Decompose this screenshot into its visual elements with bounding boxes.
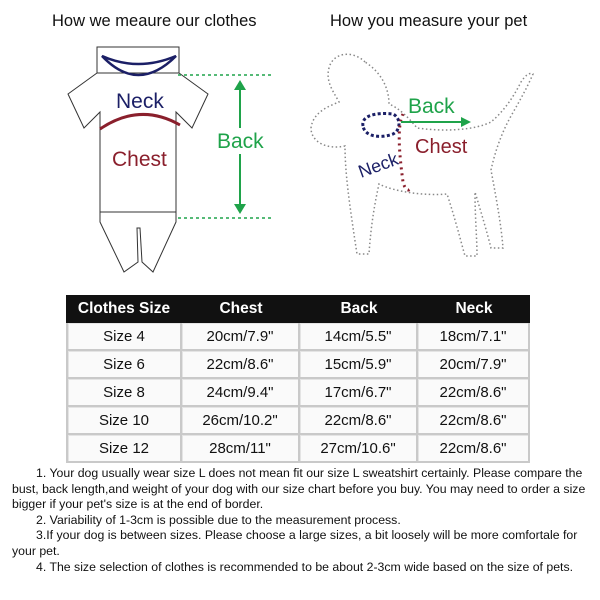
dog-chest-line: [399, 114, 411, 190]
size-cell: Size 10: [66, 407, 182, 435]
table-row: [66, 351, 530, 379]
dog-back-label: Back: [408, 95, 455, 118]
size-cell: Size 8: [66, 379, 182, 407]
back-arrow-down-head: [234, 204, 246, 214]
garment-legs: [100, 212, 176, 272]
garment-diagram: [60, 42, 280, 278]
column-header-size: Clothes Size: [66, 295, 182, 323]
size-chart-table: [66, 295, 530, 463]
size-cell: Size 6: [66, 351, 182, 379]
dog-diagram: [305, 42, 585, 272]
dog-neck-label: Neck: [355, 148, 401, 182]
note-item: 1. Your dog usually wear size L does not mean fit our size L sweatshirt certainly. Please compare the bust, back length,and weight of your dog with our size chart before you buy. You may need to order a size bigger if your pet's size is at the end of border.: [12, 466, 586, 512]
back-cell: 17cm/6.7": [300, 379, 418, 407]
note-item: 4. The size selection of clothes is recommended to be about 2-3cm wide based on the size of pets.: [36, 559, 574, 574]
back-cell: 27cm/10.6": [300, 435, 418, 463]
chest-cell: 28cm/11": [182, 435, 300, 463]
size-cell: Size 12: [66, 435, 182, 463]
back-cell: 15cm/5.9": [300, 351, 418, 379]
table-row: [66, 379, 530, 407]
neck-cell: 20cm/7.9": [418, 351, 530, 379]
garment-chest-label: Chest: [112, 148, 167, 171]
garment-chest-line: [100, 114, 180, 129]
back-arrow-up-head: [234, 80, 246, 90]
chest-cell: 26cm/10.2": [182, 407, 300, 435]
sizing-notes: [12, 466, 592, 575]
neck-cell: 22cm/8.6": [418, 379, 530, 407]
garment-neck-label: Neck: [116, 90, 164, 113]
table-header-row: [66, 295, 530, 323]
column-header-neck: Neck: [418, 295, 530, 323]
column-header-chest: Chest: [182, 295, 300, 323]
pet-measure-heading: How you measure your pet: [330, 12, 528, 30]
back-cell: 22cm/8.6": [300, 407, 418, 435]
garment-back-label: Back: [217, 130, 264, 153]
note-item: 2. Variability of 1-3cm is possible due to the measurement process.: [36, 512, 401, 527]
size-cell: Size 4: [66, 323, 182, 351]
back-cell: 14cm/5.5": [300, 323, 418, 351]
dog-chest-label: Chest: [415, 136, 468, 158]
column-header-back: Back: [300, 295, 418, 323]
chest-cell: 22cm/8.6": [182, 351, 300, 379]
dog-back-arrow-head: [461, 117, 471, 127]
chest-cell: 24cm/9.4": [182, 379, 300, 407]
garment-neck-line: [102, 56, 176, 75]
chest-cell: 20cm/7.9": [182, 323, 300, 351]
clothes-measure-heading: How we meaure our clothes: [52, 12, 257, 30]
neck-cell: 22cm/8.6": [418, 435, 530, 463]
dog-neck-line: [363, 114, 399, 137]
table-row: [66, 407, 530, 435]
table-row: [66, 435, 530, 463]
neck-cell: 22cm/8.6": [418, 407, 530, 435]
table-row: [66, 323, 530, 351]
neck-cell: 18cm/7.1": [418, 323, 530, 351]
note-item: 3.If your dog is between sizes. Please choose a large sizes, a bit loosely will be more comfortale for your pet.: [12, 528, 578, 558]
